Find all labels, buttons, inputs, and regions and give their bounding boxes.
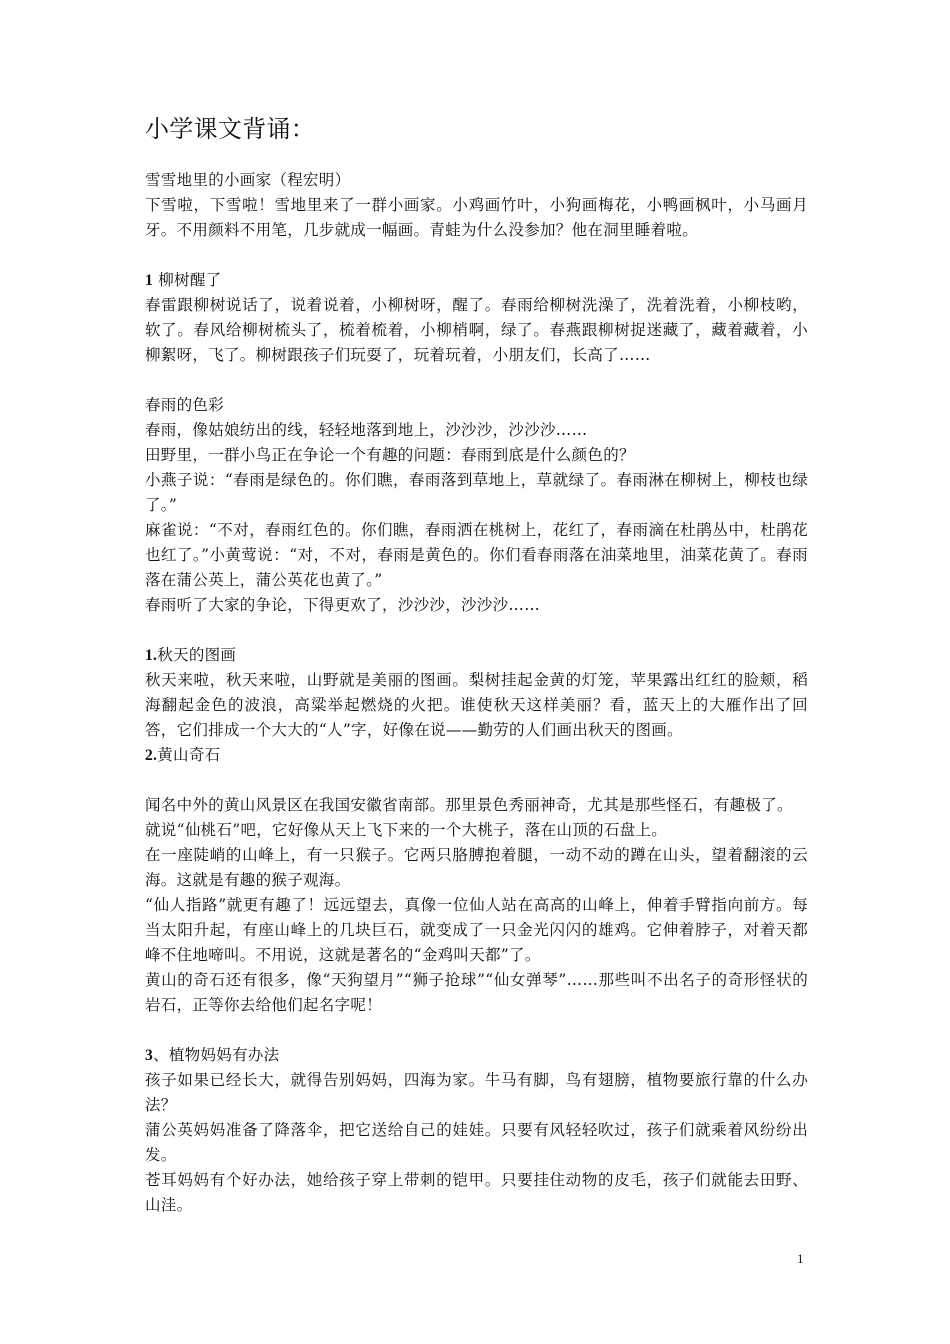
section-snow-painters: [145, 168, 808, 243]
paragraph: 秋天来啦，秋天来啦，山野就是美丽的图画。梨树挂起金黄的灯笼，苹果露出红红的脸颊，稻海翻起金色的波浪，高粱举起燃烧的火把。谁使秋天这样美丽？看，蓝天上的大雁作出了回答，它们排成一个大大的“人”字，好像在说——勤劳的人们画出秋天的图画。: [145, 671, 808, 739]
section-heading-text: 春雨的色彩: [145, 396, 225, 414]
section-autumn-picture: [145, 643, 808, 743]
paragraph: 春雨听了大家的争论，下得更欢了，沙沙沙，沙沙沙……: [145, 596, 541, 614]
paragraph: 小燕子说：“春雨是绿色的。你们瞧，春雨落到草地上，草就绿了。春雨淋在柳树上，柳枝也绿了。”: [145, 471, 808, 514]
section-heading: [145, 268, 808, 293]
section-heading: [145, 1043, 808, 1068]
section-heading: [145, 168, 808, 193]
section-heading-text: 秋天的图画: [157, 646, 237, 664]
section-willow-awake: [145, 268, 808, 368]
document-title: 小学课文背诵：: [145, 115, 316, 143]
paragraph: 在一座陡峭的山峰上，有一只猴子。它两只胳膊抱着腿，一动不动的蹲在山头，望着翻滚的云海。这就是有趣的猴子观海。: [145, 846, 808, 889]
paragraph: 下雪啦，下雪啦！雪地里来了一群小画家。小鸡画竹叶，小狗画梅花，小鸭画枫叶，小马画月牙。不用颜料不用笔，几步就成一幅画。青蛙为什么没参加？他在洞里睡着啦。: [145, 196, 808, 239]
paragraph: 黄山的奇石还有很多，像“天狗望月”“狮子抢球”“仙女弹琴”……那些叫不出名子的奇形怪状的岩石，正等你去给他们起名字呢！: [145, 971, 808, 1014]
section-heading-text: 黄山奇石: [157, 746, 221, 764]
page-number: 1: [797, 1251, 804, 1266]
paragraph: 孩子如果已经长大，就得告别妈妈，四海为家。牛马有脚，鸟有翅膀，植物要旅行靠的什么办法？: [145, 1071, 808, 1114]
section-number: 3: [145, 1047, 154, 1064]
paragraph: 麻雀说：“不对，春雨红色的。你们瞧，春雨洒在桃树上，花红了，春雨滴在杜鹃丛中，杜鹃花也红了。”小黄莺说：“对，不对，春雨是黄色的。你们看春雨落在油菜地里，油菜花黄了。春雨落在蒲公英上，蒲公英花也黄了。”: [145, 521, 808, 589]
section-heading: [145, 643, 808, 668]
paragraph: 田野里，一群小鸟正在争论一个有趣的问题：春雨到底是什么颜色的？: [145, 446, 635, 464]
document-body: [145, 112, 808, 1243]
section-heading-text: 柳树醒了: [153, 271, 222, 289]
section-plant-mothers: [145, 1043, 808, 1218]
section-number: 1: [145, 272, 154, 289]
section-heading-text: 、植物妈妈有办法: [153, 1046, 280, 1064]
section-heading: [145, 743, 808, 768]
paragraph: “仙人指路”就更有趣了！远远望去，真像一位仙人站在高高的山峰上，伸着手臂指向前方。每当太阳升起，有座山峰上的几块巨石，就变成了一只金光闪闪的雄鸡。它伸着脖子，对着天都峰不住地啼叫。不用说，这就是著名的“金鸡叫天都”了。: [145, 896, 808, 964]
paragraph: 春雷跟柳树说话了，说着说着，小柳树呀，醒了。春雨给柳树洗澡了，洗着洗着，小柳枝哟，软了。春风给柳树梳头了，梳着梳着，小柳梢啊，绿了。春燕跟柳树捉迷藏了，藏着藏着，小柳絮呀，飞了。柳树跟孩子们玩耍了，玩着玩着，小朋友们，长高了……: [145, 296, 808, 364]
section-heading: [145, 393, 808, 418]
section-number: 2.: [145, 747, 158, 764]
paragraph: 蒲公英妈妈准备了降落伞，把它送给自己的娃娃。只要有风轻轻吹过，孩子们就乘着风纷纷出发。: [145, 1121, 808, 1164]
section-spring-rain-colors: [145, 393, 808, 618]
paragraph: 闻名中外的黄山风景区在我国安徽省南部。那里景色秀丽神奇，尤其是那些怪石，有趣极了。: [145, 796, 793, 814]
section-number: 1.: [145, 647, 158, 664]
paragraph: 苍耳妈妈有个好办法，她给孩子穿上带刺的铠甲。只要挂住动物的皮毛，孩子们就能去田野、山洼。: [145, 1171, 808, 1214]
section-huangshan-rocks: [145, 743, 808, 1018]
section-heading-text: 雪雪地里的小画家（程宏明）: [145, 171, 351, 189]
paragraph: 就说“仙桃石”吧，它好像从天上飞下来的一个大桃子，落在山顶的石盘上。: [145, 821, 668, 839]
paragraph: 春雨，像姑娘纺出的线，轻轻地落到地上，沙沙沙，沙沙沙……: [145, 421, 588, 439]
